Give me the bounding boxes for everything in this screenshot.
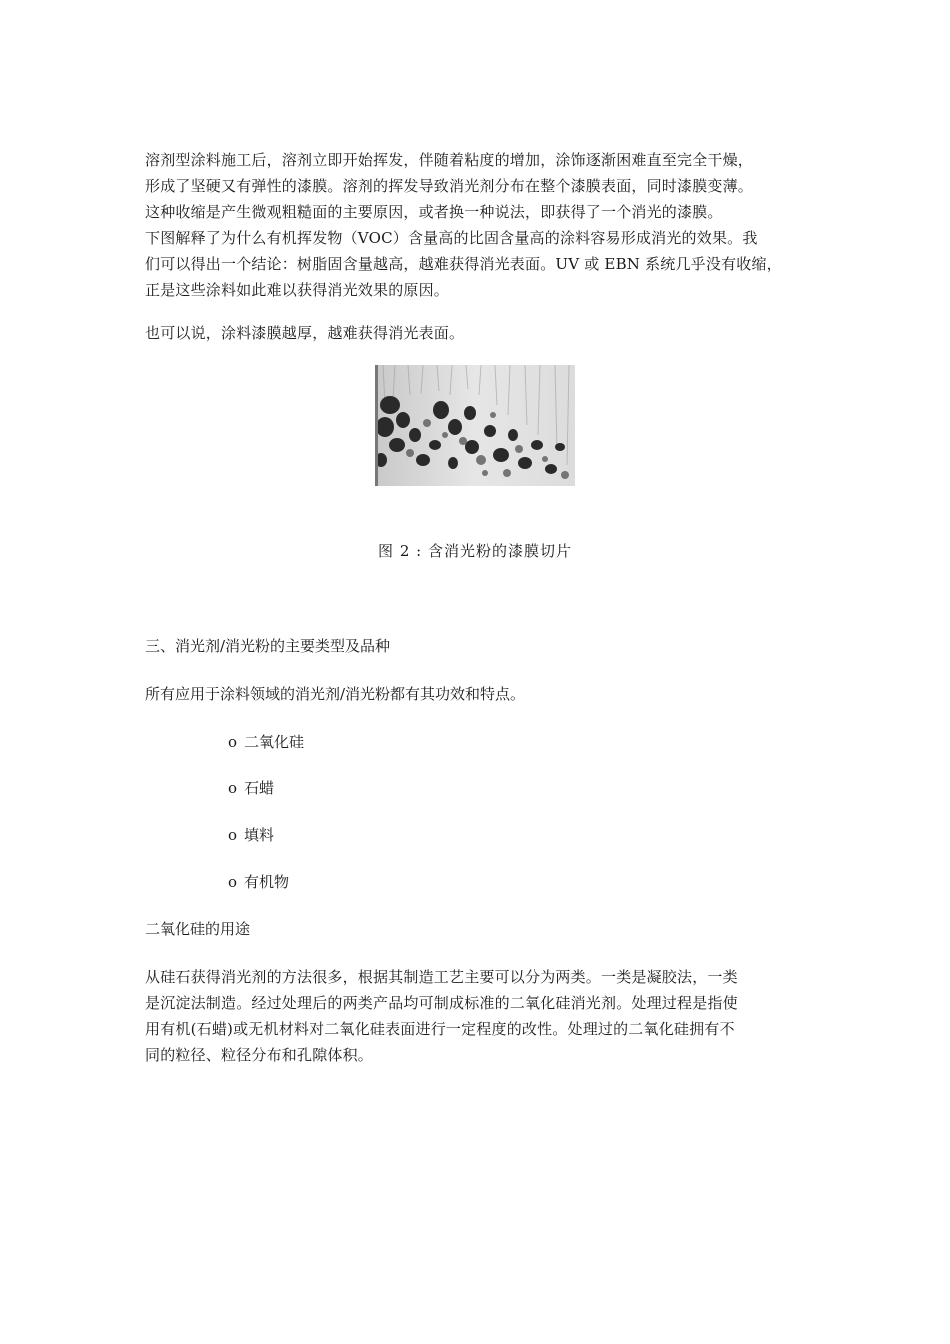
text-line: 同的粒径、粒径分布和孔隙体积。 — [145, 1046, 374, 1064]
paragraph-solvent-evaporation — [145, 147, 809, 225]
paragraph-thickness — [145, 320, 809, 346]
section-heading: 三、消光剂/消光粉的主要类型及品种 — [145, 637, 391, 655]
text-line: 们可以得出一个结论：树脂固含量越高，越难获得消光表面。UV 或 EBN 系统几乎没有收缩， — [145, 255, 782, 273]
text-line: 形成了坚硬又有弹性的漆膜。溶剂的挥发导致消光剂分布在整个漆膜表面，同时漆膜变薄。 — [145, 177, 754, 195]
bullet-marker: o — [228, 873, 238, 891]
intro-text: 所有应用于涂料领域的消光剂/消光粉都有其功效和特点。 — [145, 685, 526, 703]
paragraph-voc-explanation — [145, 225, 809, 303]
list-item — [228, 823, 274, 847]
text-line: 正是这些涂料如此难以获得消光效果的原因。 — [145, 281, 450, 299]
list-item-label: 填料 — [244, 826, 275, 844]
coating-film-section-image — [375, 365, 575, 486]
bullet-marker: o — [228, 733, 238, 751]
text-line: 这种收缩是产生微观粗糙面的主要原因，或者换一种说法，即获得了一个消光的漆膜。 — [145, 203, 723, 221]
list-item — [228, 776, 274, 800]
list-item-label: 二氧化硅 — [244, 733, 305, 751]
list-item-label: 有机物 — [244, 873, 290, 891]
text-line: 从硅石获得消光剂的方法很多，根据其制造工艺主要可以分为两类。一类是凝胶法，一类 — [145, 968, 738, 986]
paragraph-silica-manufacture — [145, 964, 809, 1068]
list-item — [228, 730, 304, 754]
text-line: 溶剂型涂料施工后，溶剂立即开始挥发，伴随着粘度的增加，涂饰逐渐困难直至完全干燥， — [145, 151, 754, 169]
text-line: 是沉淀法制造。经过处理后的两类产品均可制成标准的二氧化硅消光剂。处理过程是指使 — [145, 994, 738, 1012]
list-item — [228, 870, 289, 894]
text-line: 用有机(石蜡)或无机材料对二氧化硅表面进行一定程度的改性。处理过的二氧化硅拥有不 — [145, 1020, 735, 1038]
bullet-marker: o — [228, 826, 238, 844]
figure-caption: 图 2 : 含消光粉的漆膜切片 — [378, 542, 572, 560]
text-line: 也可以说，涂料漆膜越厚，越难获得消光表面。 — [145, 324, 465, 342]
subheading-silica-uses: 二氧化硅的用途 — [145, 920, 251, 938]
text-line: 下图解释了为什么有机挥发物（VOC）含量高的比固含量高的涂料容易形成消光的效果。我 — [145, 229, 758, 247]
bullet-marker: o — [228, 779, 238, 797]
list-item-label: 石蜡 — [244, 779, 275, 797]
